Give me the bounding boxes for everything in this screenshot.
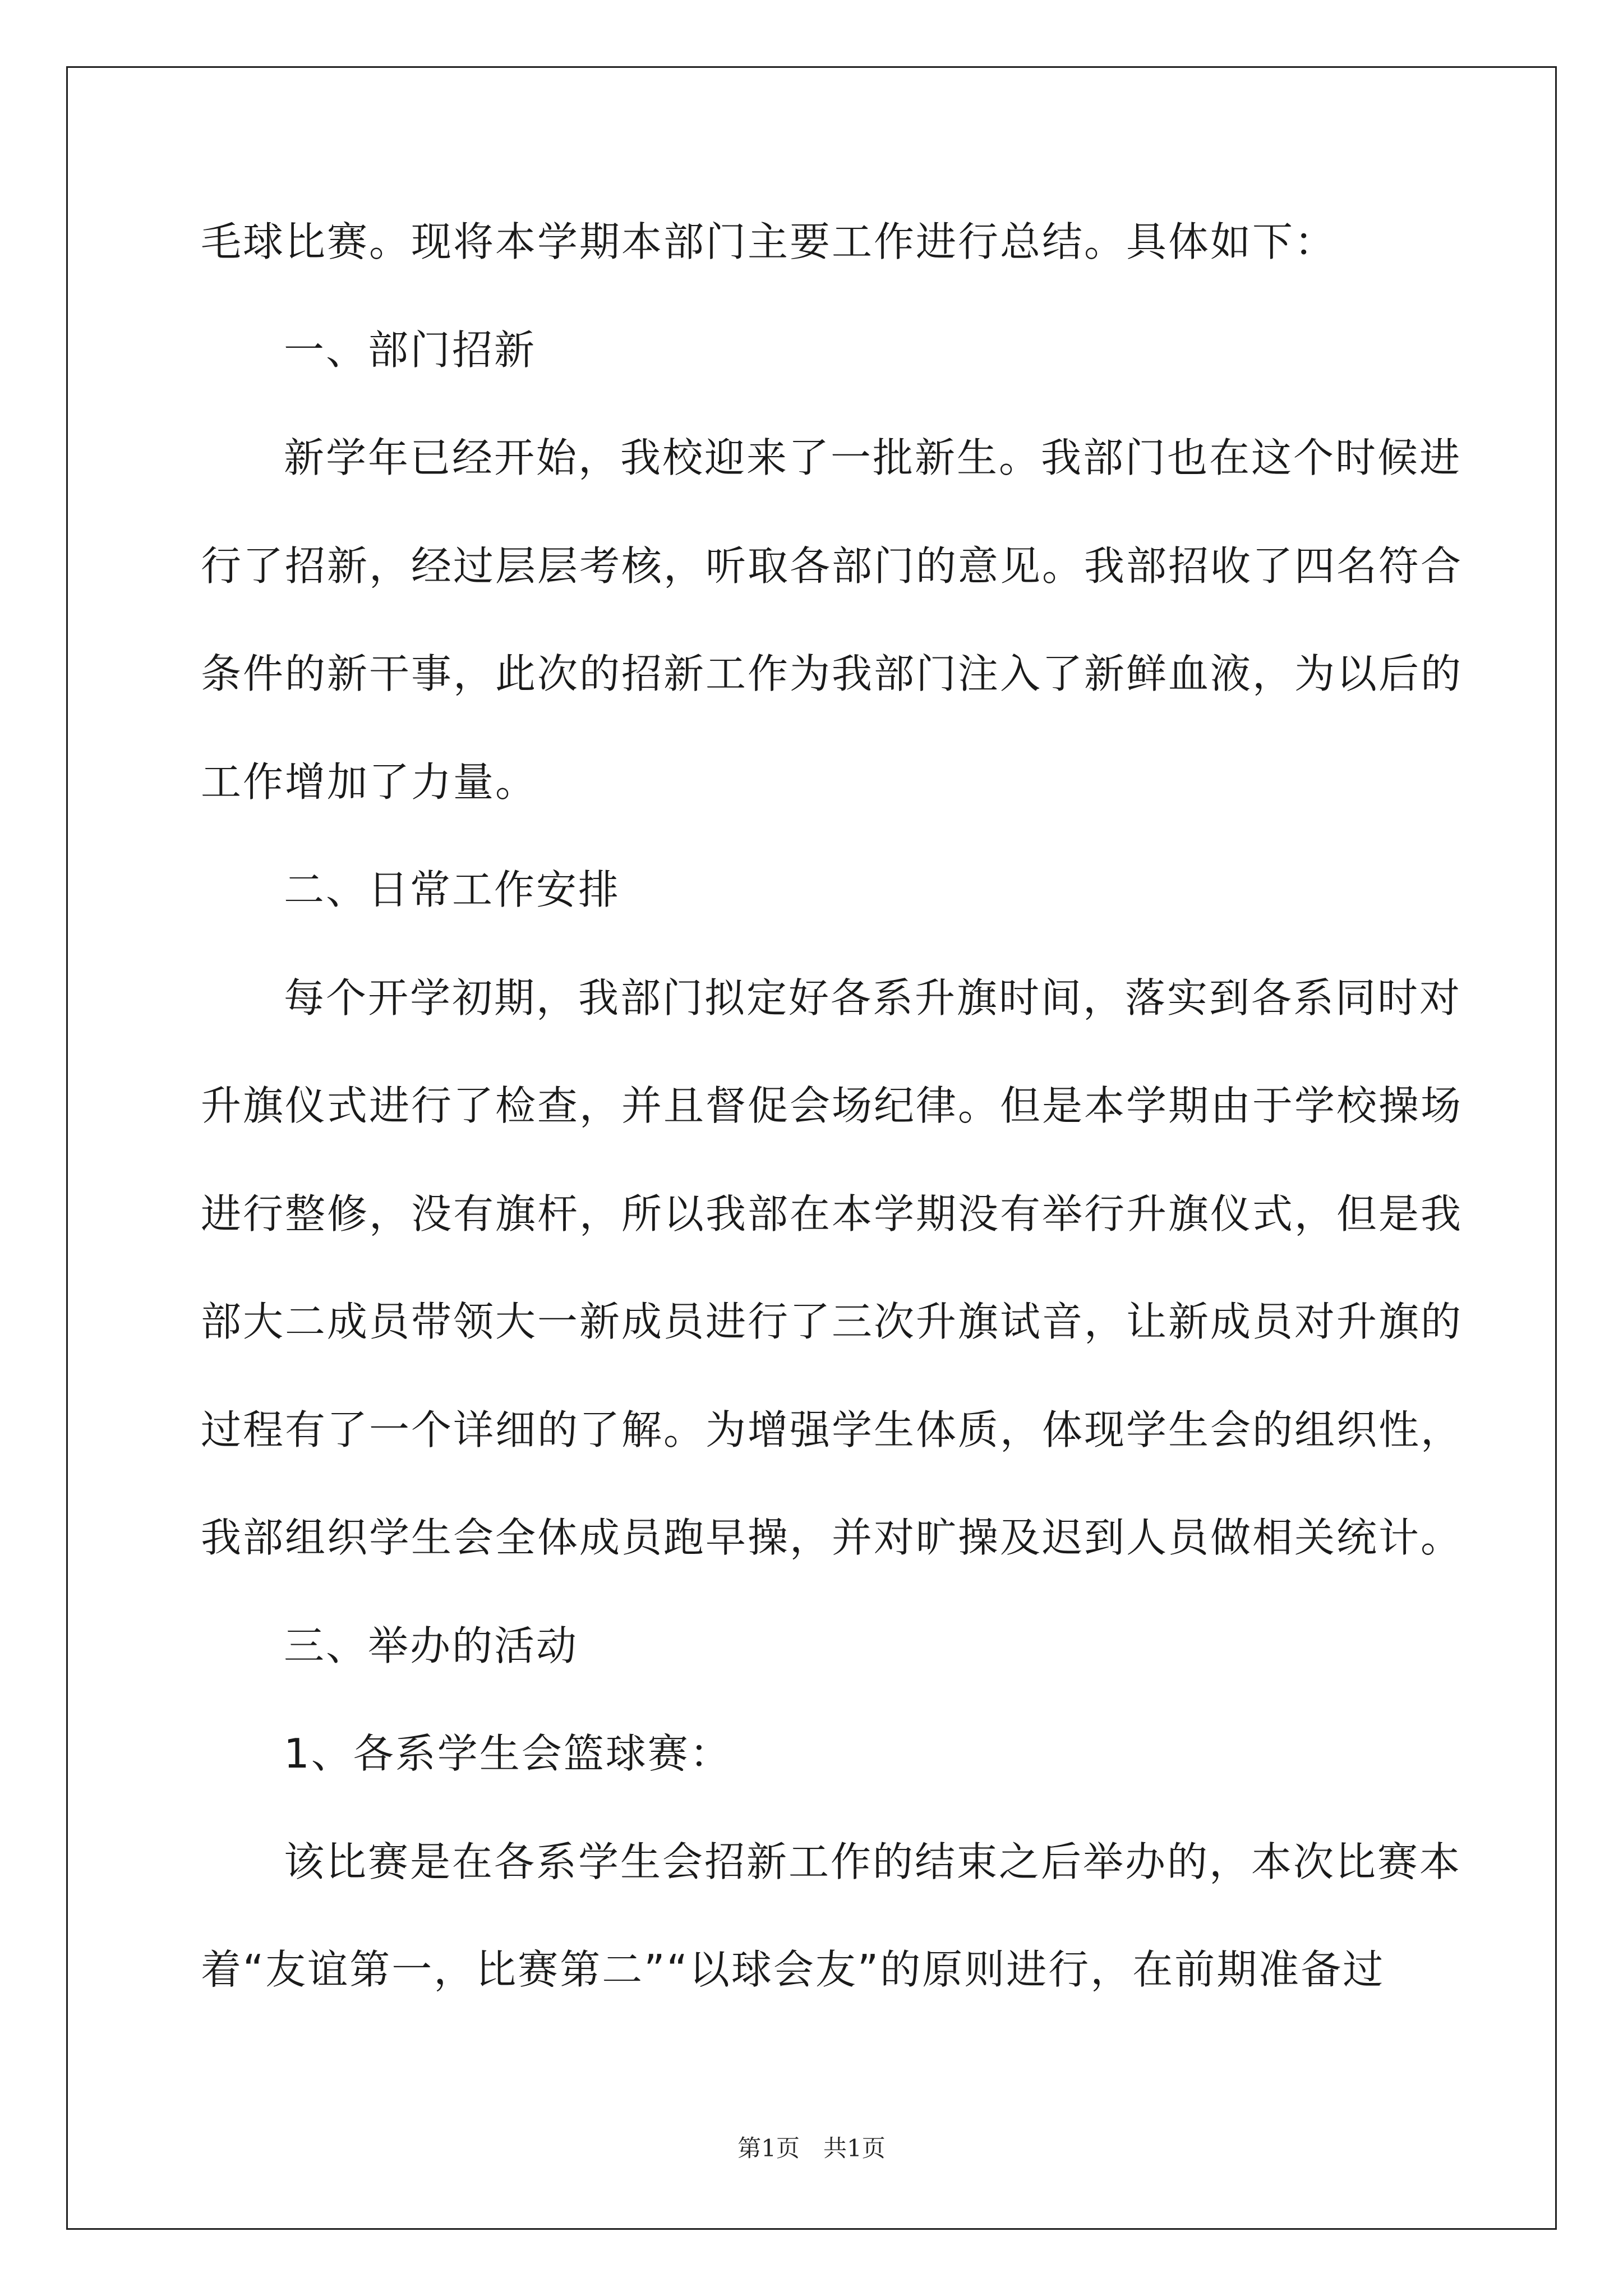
text-line-4: 行了招新，经过层层考核，听取各部门的意见。我部招收了四名符合 xyxy=(201,542,1463,590)
section-heading-daily-work: 二、日常工作安排 xyxy=(284,866,621,913)
section-heading-recruitment: 一、部门招新 xyxy=(284,326,537,374)
text-line-10: 进行整修，没有旗杆，所以我部在本学期没有举行升旗仪式，但是我 xyxy=(201,1190,1463,1237)
text-line-12: 过程有了一个详细的了解。为增强学生体质，体现学生会的组织性， xyxy=(201,1406,1463,1453)
text-line-6: 工作增加了力量。 xyxy=(201,758,538,806)
text-line-8: 每个开学初期，我部门拟定好各系升旗时间，落实到各系同时对 xyxy=(284,974,1462,1022)
text-line-17: 着“友谊第一，比赛第二”“以球会友”的原则进行，在前期准备过 xyxy=(201,1946,1385,1993)
text-line-5: 条件的新干事，此次的招新工作为我部门注入了新鲜血液，为以后的 xyxy=(201,650,1463,697)
text-line-16: 该比赛是在各系学生会招新工作的结束之后举办的，本次比赛本 xyxy=(284,1838,1462,1885)
text-line-3: 新学年已经开始，我校迎来了一批新生。我部门也在这个时候进 xyxy=(284,434,1462,481)
text-line-9: 升旗仪式进行了检查，并且督促会场纪律。但是本学期由于学校操场 xyxy=(201,1082,1463,1129)
text-line-1: 毛球比赛。现将本学期本部门主要工作进行总结。具体如下： xyxy=(201,218,1337,265)
section-heading-activities: 三、举办的活动 xyxy=(284,1622,579,1669)
text-line-13: 我部组织学生会全体成员跑早操，并对旷操及迟到人员做相关统计。 xyxy=(201,1514,1463,1561)
subsection-heading-basketball: 1、各系学生会篮球赛： xyxy=(284,1730,732,1777)
text-line-11: 部大二成员带领大一新成员进行了三次升旗试音，让新成员对升旗的 xyxy=(201,1298,1463,1345)
page-border xyxy=(66,66,1557,2230)
page-number-footer: 第1页 共1页 xyxy=(737,2134,886,2162)
